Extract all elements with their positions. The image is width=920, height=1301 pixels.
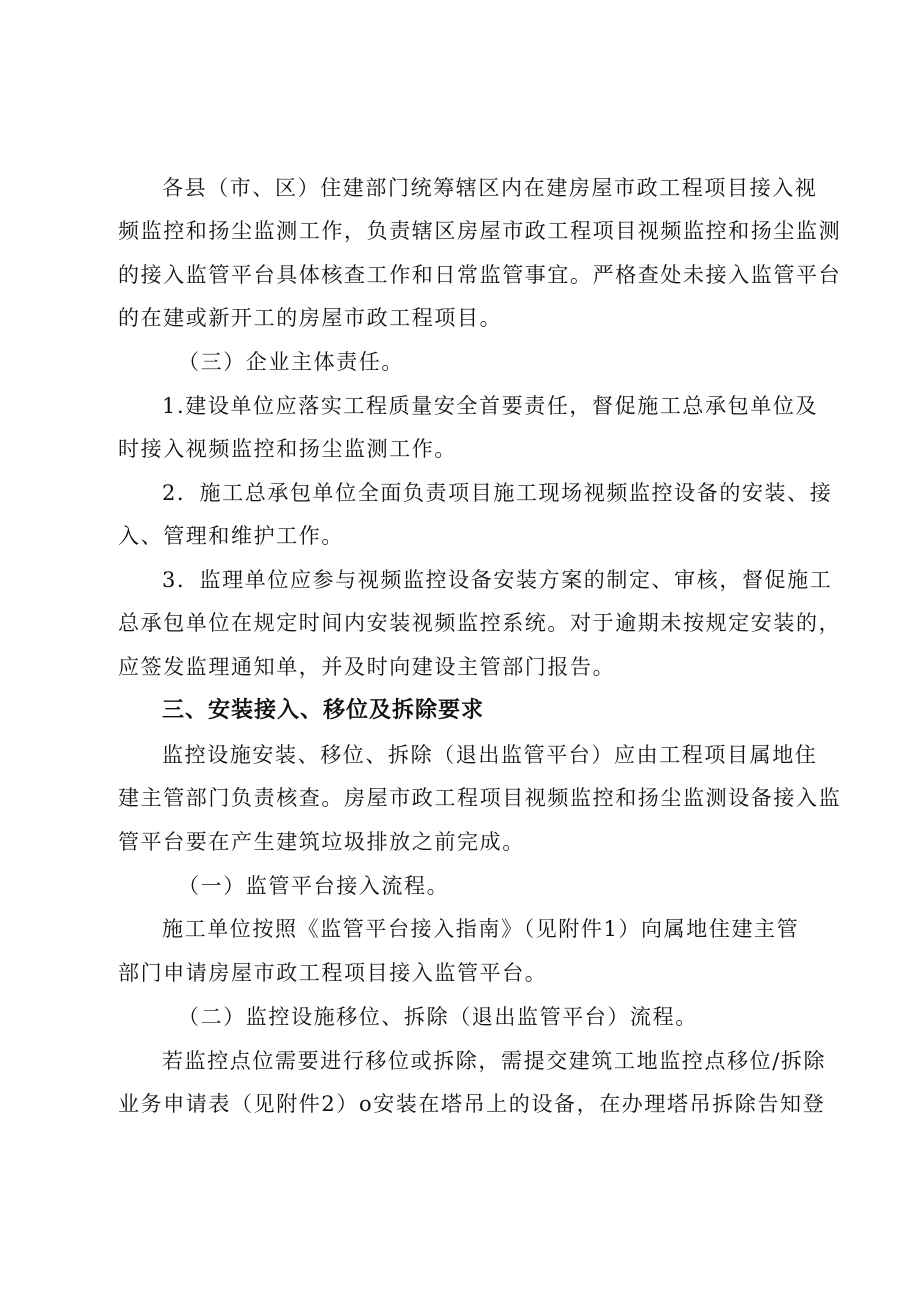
section-three-line-2: 建主管部门负责核查。房屋市政工程项目视频监控和扬尘监测设备接入监 [118, 786, 842, 810]
item-1-line-1: 1.建设单位应落实工程质量安全首要责任，督促施工总承包单位及 [162, 394, 819, 418]
paragraph-line-2: 频监控和扬尘监测工作，负责辖区房屋市政工程项目视频监控和扬尘监测 [118, 219, 842, 243]
item-1-line-2: 时接入视频监控和扬尘监测工作。 [118, 437, 457, 461]
item-3-line-3: 应签发监理通知单，并及时向建设主管部门报告。 [118, 655, 616, 679]
relocation-process-line-1: 若监控点位需要进行移位或拆除，需提交建筑工地监控点移位/拆除 [162, 1049, 827, 1073]
section-three-line-1: 监控设施安装、移位、拆除（退出监管平台）应由工程项目属地住 [162, 743, 818, 767]
item-3-line-2: 总承包单位在规定时间内安装视频监控系统。对于逾期未按规定安装的， [118, 611, 842, 635]
section-heading-three: 三、安装接入、移位及拆除要求 [162, 698, 485, 723]
relocation-process-line-2: 业务申请表（见附件2）o安装在塔吊上的设备，在办理塔吊拆除告知登 [118, 1092, 826, 1116]
paragraph-line-3: 的接入监管平台具体核查工作和日常监管事宜。严格查处未接入监管平台 [118, 263, 842, 287]
subheading-two: （二）监控设施移位、拆除（退出监管平台）流程。 [178, 1005, 698, 1029]
item-3-line-1: 3．监理单位应参与视频监控设备安装方案的制定、审核，督促施工 [162, 568, 833, 592]
access-process-line-1: 施工单位按照《监管平台接入指南》（见附件1）向属地住建主管 [162, 917, 800, 941]
item-2-line-2: 入、管理和维护工作。 [118, 524, 344, 548]
subheading-one: （一）监管平台接入流程。 [178, 874, 450, 898]
item-2-line-1: 2．施工总承包单位全面负责项目施工现场视频监控设备的安装、接 [162, 481, 833, 505]
subheading-three: （三）企业主体责任。 [178, 350, 404, 374]
section-three-line-3: 管平台要在产生建筑垃圾排放之前完成。 [118, 830, 525, 854]
access-process-line-2: 部门申请房屋市政工程项目接入监管平台。 [118, 961, 548, 985]
paragraph-line-4: 的在建或新开工的房屋市政工程项目。 [118, 306, 503, 330]
paragraph-line-1: 各县（市、区）住建部门统筹辖区内在建房屋市政工程项目接入视 [162, 176, 818, 200]
